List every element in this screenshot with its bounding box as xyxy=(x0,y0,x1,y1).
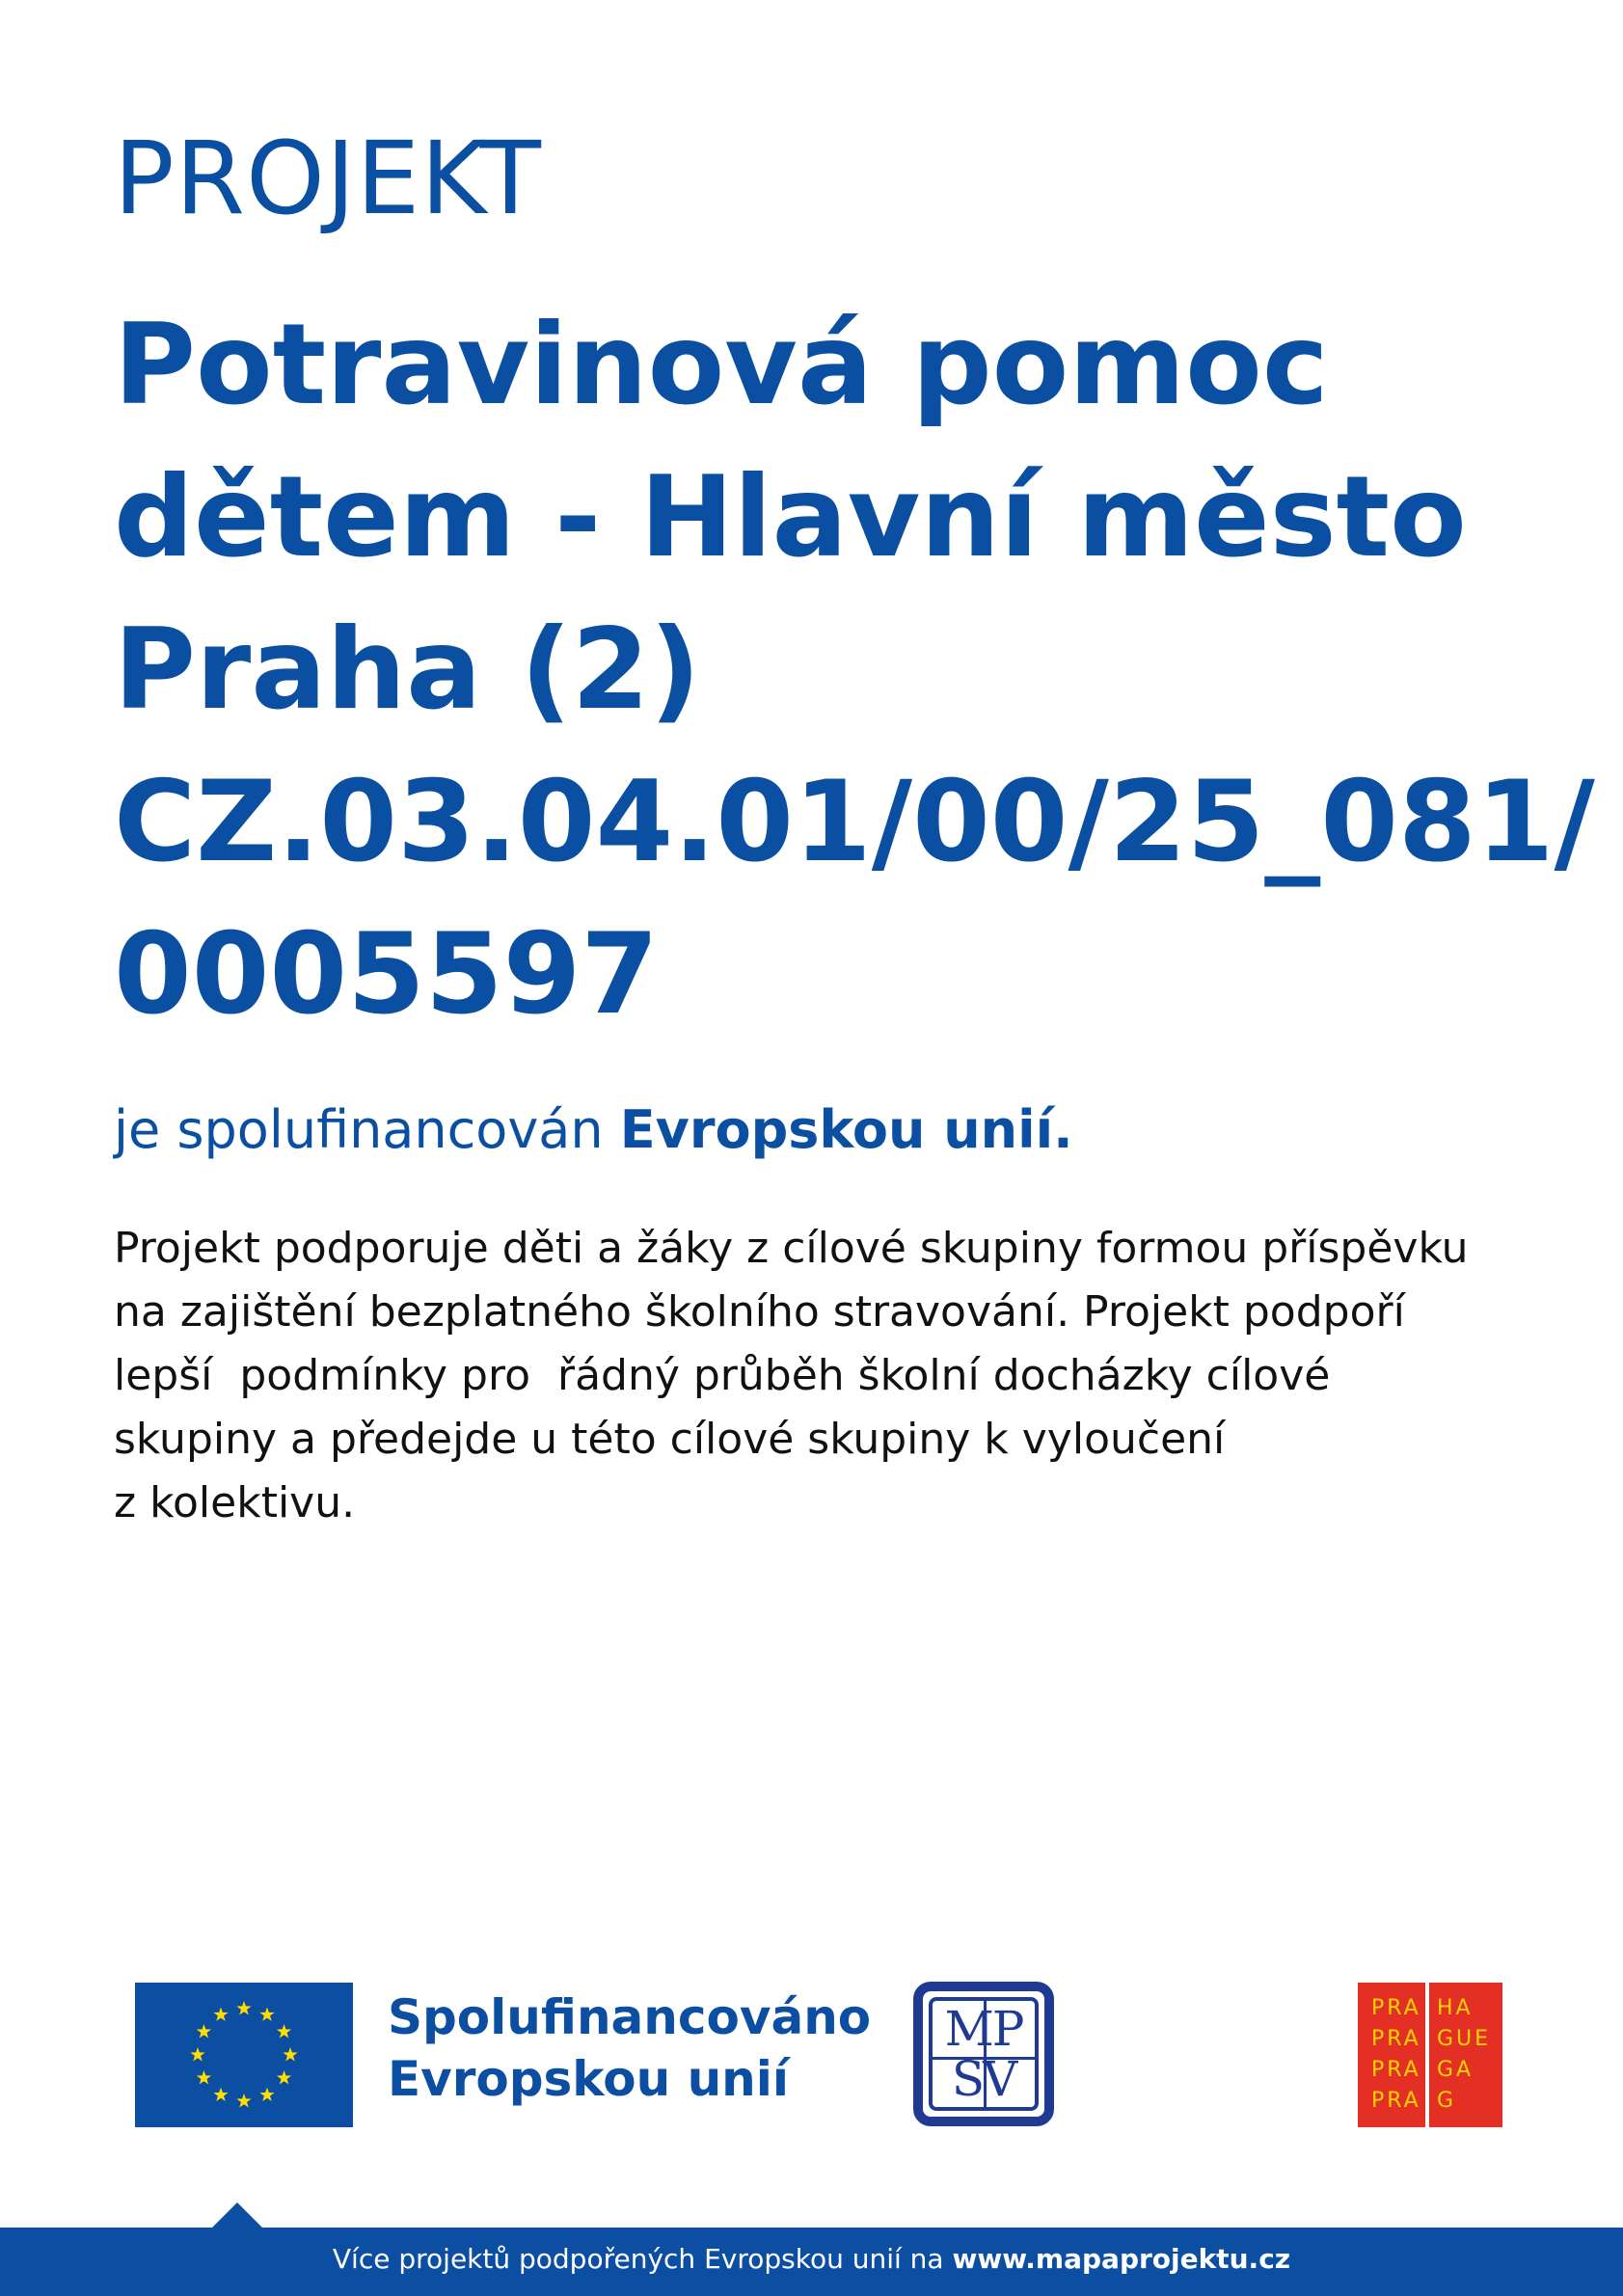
eu-star-icon xyxy=(213,2007,228,2020)
praha-right: GUE xyxy=(1437,2027,1492,2051)
eu-star-icon xyxy=(190,2047,204,2061)
cofinancing-prefix: je spolufinancován xyxy=(114,1099,620,1160)
praha-left: PRA xyxy=(1371,2027,1421,2051)
footer-prefix: Více projektů podpořených Evropskou unií na xyxy=(332,2243,953,2275)
eu-star-icon xyxy=(277,2070,291,2084)
praha-logo-icon xyxy=(1358,1983,1502,2127)
mpsv-frame xyxy=(929,1997,1039,2111)
description-line: na zajištění bezplatného školního stravování. Projekt podpoří xyxy=(114,1287,1405,1337)
project-title xyxy=(114,289,1595,1051)
eu-label-line: Spolufinancováno xyxy=(388,1989,872,2045)
praha-row xyxy=(1371,2089,1456,2114)
eu-star-icon xyxy=(213,2088,228,2101)
mpsv-letters-bottom: SV xyxy=(951,2051,1016,2107)
footer-link[interactable]: www.mapaprojektu.cz xyxy=(952,2243,1291,2275)
project-title-line: Potravinová pomoc xyxy=(114,300,1329,430)
eu-star-icon xyxy=(277,2024,291,2038)
footer-text xyxy=(0,2243,1623,2275)
praha-left: PRA xyxy=(1371,2089,1421,2113)
praha-right: HA xyxy=(1437,1996,1474,2020)
description-line: z kolektivu. xyxy=(114,1478,356,1527)
eu-star-icon xyxy=(197,2024,211,2038)
cofinancing-emphasis: Evropskou unií. xyxy=(619,1099,1073,1160)
praha-right: GA xyxy=(1437,2058,1474,2082)
praha-row xyxy=(1371,1996,1474,2021)
eu-star-icon xyxy=(259,2007,274,2020)
praha-right: G xyxy=(1437,2089,1457,2113)
project-title-line: dětem - Hlavní město xyxy=(114,452,1467,582)
project-registration-number: 0005597 xyxy=(114,909,659,1040)
eu-star-icon xyxy=(259,2088,274,2101)
project-kicker: PROJEKT xyxy=(114,120,542,237)
praha-row xyxy=(1371,2058,1474,2083)
project-description xyxy=(114,1217,1541,1535)
eu-star-icon xyxy=(236,2001,251,2014)
praha-left: PRA xyxy=(1371,1996,1421,2020)
mpsv-logo-icon xyxy=(913,1982,1054,2126)
project-registration-number: CZ.03.04.01/00/25_081/ xyxy=(114,757,1595,887)
description-line: Projekt podporuje děti a žáky z cílové skupiny formou příspěvku xyxy=(114,1224,1469,1273)
project-title-line: Praha (2) xyxy=(114,605,701,735)
eu-star-icon xyxy=(197,2070,211,2084)
footer-notch xyxy=(212,2202,262,2228)
eu-star-icon xyxy=(236,2093,251,2107)
description-line: lepší podmínky pro řádný průběh školní docházky cílové xyxy=(114,1351,1331,1400)
eu-stars xyxy=(135,1983,353,2127)
description-line: skupiny a předejde u této cílové skupiny k vyloučení xyxy=(114,1415,1226,1464)
eu-flag-icon xyxy=(135,1983,353,2127)
eu-star-icon xyxy=(283,2047,297,2061)
mpsv-letters-top: MP xyxy=(944,2001,1023,2057)
praha-row xyxy=(1371,2027,1491,2052)
eu-cofinanced-label xyxy=(388,1986,871,2110)
cofinancing-statement xyxy=(114,1099,1073,1162)
praha-left: PRA xyxy=(1371,2058,1421,2082)
eu-label-line: Evropskou unií xyxy=(388,2051,790,2107)
